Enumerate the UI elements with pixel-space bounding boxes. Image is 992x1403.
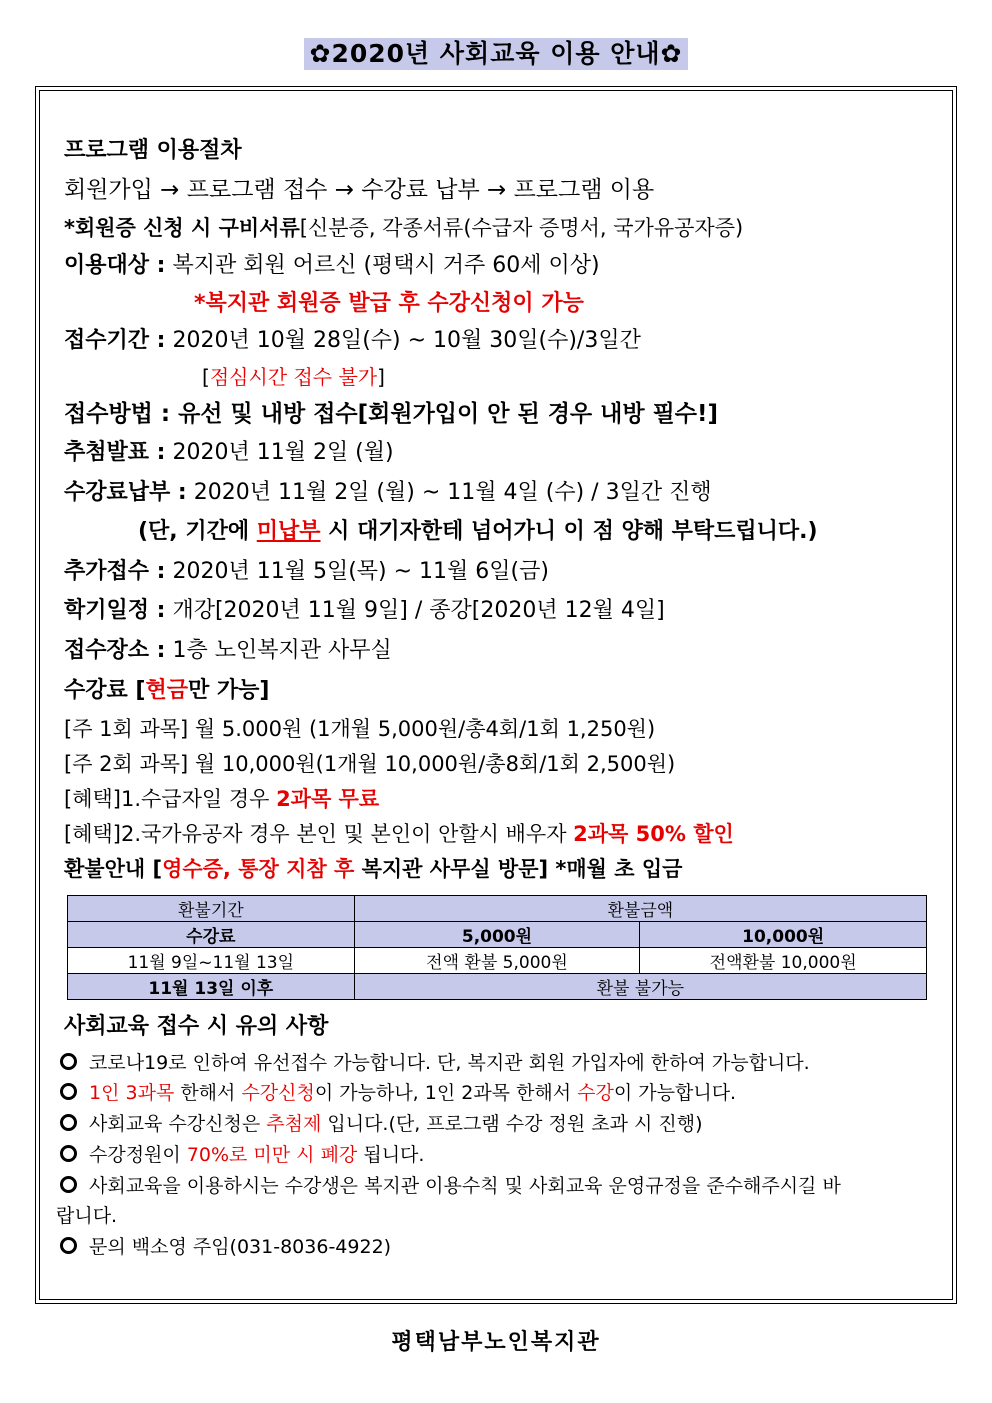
- target-line: [64, 251, 600, 281]
- note-3-a: 사회교육 수강신청은: [89, 1113, 267, 1135]
- place-value: 1층 노인복지관 사무실: [172, 638, 392, 663]
- bullet-icon: [60, 1083, 77, 1100]
- note-2-d: 이 가능하나, 1인 2과목 한해서: [314, 1082, 578, 1104]
- pay-note: [138, 517, 818, 547]
- draw-label: 추첨발표 :: [64, 440, 166, 465]
- note-2: [60, 1078, 736, 1108]
- period-value: 2020년 10월 28일(수) ~ 10월 30일(수)/3일간: [172, 328, 641, 353]
- period-note-close: ]: [377, 365, 385, 389]
- note-6-text: 문의 백소영 주임(031-8036-4922): [89, 1236, 392, 1258]
- term-value: 개강[2020년 11월 9일] / 종강[2020년 12월 4일]: [172, 598, 665, 623]
- refund-b: 영수증, 통장 지참 후: [162, 857, 355, 881]
- note-3: [60, 1109, 703, 1139]
- procedure-steps: 회원가입 → 프로그램 접수 → 수강료 납부 → 프로그램 이용: [64, 177, 655, 203]
- pay-note-c: 시 대기자한테 넘어가니 이 점 양해 부탁드립니다.): [320, 519, 818, 544]
- note-1: [60, 1048, 810, 1078]
- note-2-c: 수강신청: [241, 1082, 315, 1104]
- row1-refund-a: 전액 환불 5,000원: [354, 948, 640, 974]
- benefit2-b: 2과목 50% 할인: [573, 822, 734, 846]
- fee-label-a: 수강료 [: [64, 678, 146, 703]
- note-2-e: 수강: [577, 1082, 614, 1104]
- page-title: ✿2020년 사회교육 이용 안내✿: [304, 38, 689, 70]
- target-value: 복지관 회원 어르신 (평택시 거주 60세 이상): [172, 253, 600, 278]
- fee-label-cell: 수강료: [68, 922, 355, 948]
- amount-5000: 5,000원: [354, 922, 640, 948]
- footer-org-name: 평택남부노인복지관: [391, 1330, 601, 1355]
- benefit1: [64, 784, 379, 814]
- bullet-icon: [60, 1053, 77, 1070]
- note-4-c: 됩니다.: [357, 1144, 425, 1166]
- note-2-a: 1인 3과목: [89, 1082, 175, 1104]
- pay-note-b: 미납부: [256, 519, 321, 544]
- target-note: *복지관 회원증 발급 후 수강신청이 가능: [194, 291, 584, 316]
- table-row: [68, 896, 927, 922]
- refund-a: 환불안내 [: [64, 857, 163, 881]
- note-3-c: 입니다.(단, 프로그램 수강 정원 초과 시 진행): [321, 1113, 703, 1135]
- term-line: [64, 596, 665, 626]
- amount-10000: 10,000원: [640, 922, 927, 948]
- note-2-f: 이 가능합니다.: [613, 1082, 737, 1104]
- period-note: 점심시간 접수 불가: [209, 365, 378, 389]
- row1-refund-b: 전액환불 10,000원: [640, 948, 927, 974]
- period-label: 접수기간 :: [64, 328, 166, 353]
- docs-line: [64, 213, 743, 243]
- row1-period: 11월 9일~11월 13일: [68, 948, 355, 974]
- row2-value: 환불 불가능: [354, 974, 926, 1000]
- extra-label: 추가접수 :: [64, 559, 166, 584]
- note-2-b: 한해서: [174, 1082, 242, 1104]
- bullet-icon: [60, 1145, 77, 1162]
- docs-label: *회원증 신청 시 구비서류: [64, 216, 300, 240]
- note-4: [60, 1140, 424, 1170]
- refund-table: [67, 895, 927, 1000]
- pay-note-a: (단, 기간에: [138, 519, 257, 544]
- benefit2-a: [혜택]2.국가유공자 경우 본인 및 본인이 안할시 배우자: [64, 822, 574, 846]
- refund-heading: [64, 854, 682, 884]
- fee1: [주 1회 과목] 월 5.000원 (1개월 5,000원/총4회/1회 1,250원): [64, 717, 656, 741]
- benefit1-b: 2과목 무료: [276, 787, 380, 811]
- draw-value: 2020년 11월 2일 (월): [172, 440, 394, 465]
- note-5: [60, 1171, 841, 1201]
- term-label: 학기일정 :: [64, 598, 166, 623]
- fee2: [주 2회 과목] 월 10,000원(1개월 10,000원/총8회/1회 2,500원): [64, 752, 676, 776]
- header-amount: 환불금액: [354, 896, 926, 922]
- note-1-text: 코로나19로 인하여 유선접수 가능합니다. 단, 복지관 회원 가입자에 한하여 가능합니다.: [89, 1052, 810, 1074]
- header-period: 환불기간: [68, 896, 355, 922]
- draw-line: [64, 438, 394, 468]
- bullet-icon: [60, 1176, 77, 1193]
- period-line: [64, 326, 641, 356]
- fee-heading: [64, 676, 269, 706]
- extra-line: [64, 557, 549, 587]
- note-4-b: 70%로 미만 시 폐강: [186, 1144, 358, 1166]
- bullet-icon: [60, 1237, 77, 1254]
- period-note-open: [: [202, 365, 210, 389]
- place-line: [64, 636, 392, 666]
- title-wrap: [0, 38, 992, 70]
- bullet-icon: [60, 1114, 77, 1131]
- notes-heading: 사회교육 접수 시 유의 사항: [64, 1014, 329, 1039]
- procedure-heading: 프로그램 이용절차: [64, 138, 242, 163]
- pay-line: [64, 478, 712, 508]
- note-5-line2: 랍니다.: [56, 1205, 118, 1227]
- pay-value: 2020년 11월 2일 (월) ~ 11월 4일 (수) / 3일간 진행: [193, 480, 712, 505]
- note-6: [60, 1232, 391, 1262]
- method-label: 접수방법 :: [64, 401, 171, 427]
- method-line: [64, 399, 718, 429]
- note-5-line1: 사회교육을 이용하시는 수강생은 복지관 이용수칙 및 사회교육 운영규정을 준수해주시길 바: [89, 1175, 841, 1197]
- benefit1-a: [혜택]1.수급자일 경우: [64, 787, 277, 811]
- period-note-line: [202, 362, 385, 392]
- place-label: 접수장소 :: [64, 638, 166, 663]
- refund-c: 복지관 사무실 방문] *매월 초 입금: [354, 857, 683, 881]
- extra-value: 2020년 11월 5일(목) ~ 11월 6일(금): [172, 559, 549, 584]
- table-row: [68, 922, 927, 948]
- table-row: [68, 948, 927, 974]
- table-row: [68, 974, 927, 1000]
- fee-label-b: 현금: [145, 678, 188, 703]
- pay-label: 수강료납부 :: [64, 480, 187, 505]
- docs-value: [신분증, 각종서류(수급자 증명서, 국가유공자증): [299, 216, 744, 240]
- note-4-a: 수강정원이: [89, 1144, 187, 1166]
- benefit2: [64, 819, 734, 849]
- note-3-b: 추첨제: [266, 1113, 322, 1135]
- row2-period: 11월 13일 이후: [68, 974, 355, 1000]
- method-value: 유선 및 내방 접수[회원가입이 안 된 경우 내방 필수!]: [178, 401, 719, 427]
- target-label: 이용대상 :: [64, 253, 166, 278]
- fee-label-c: 만 가능]: [188, 678, 270, 703]
